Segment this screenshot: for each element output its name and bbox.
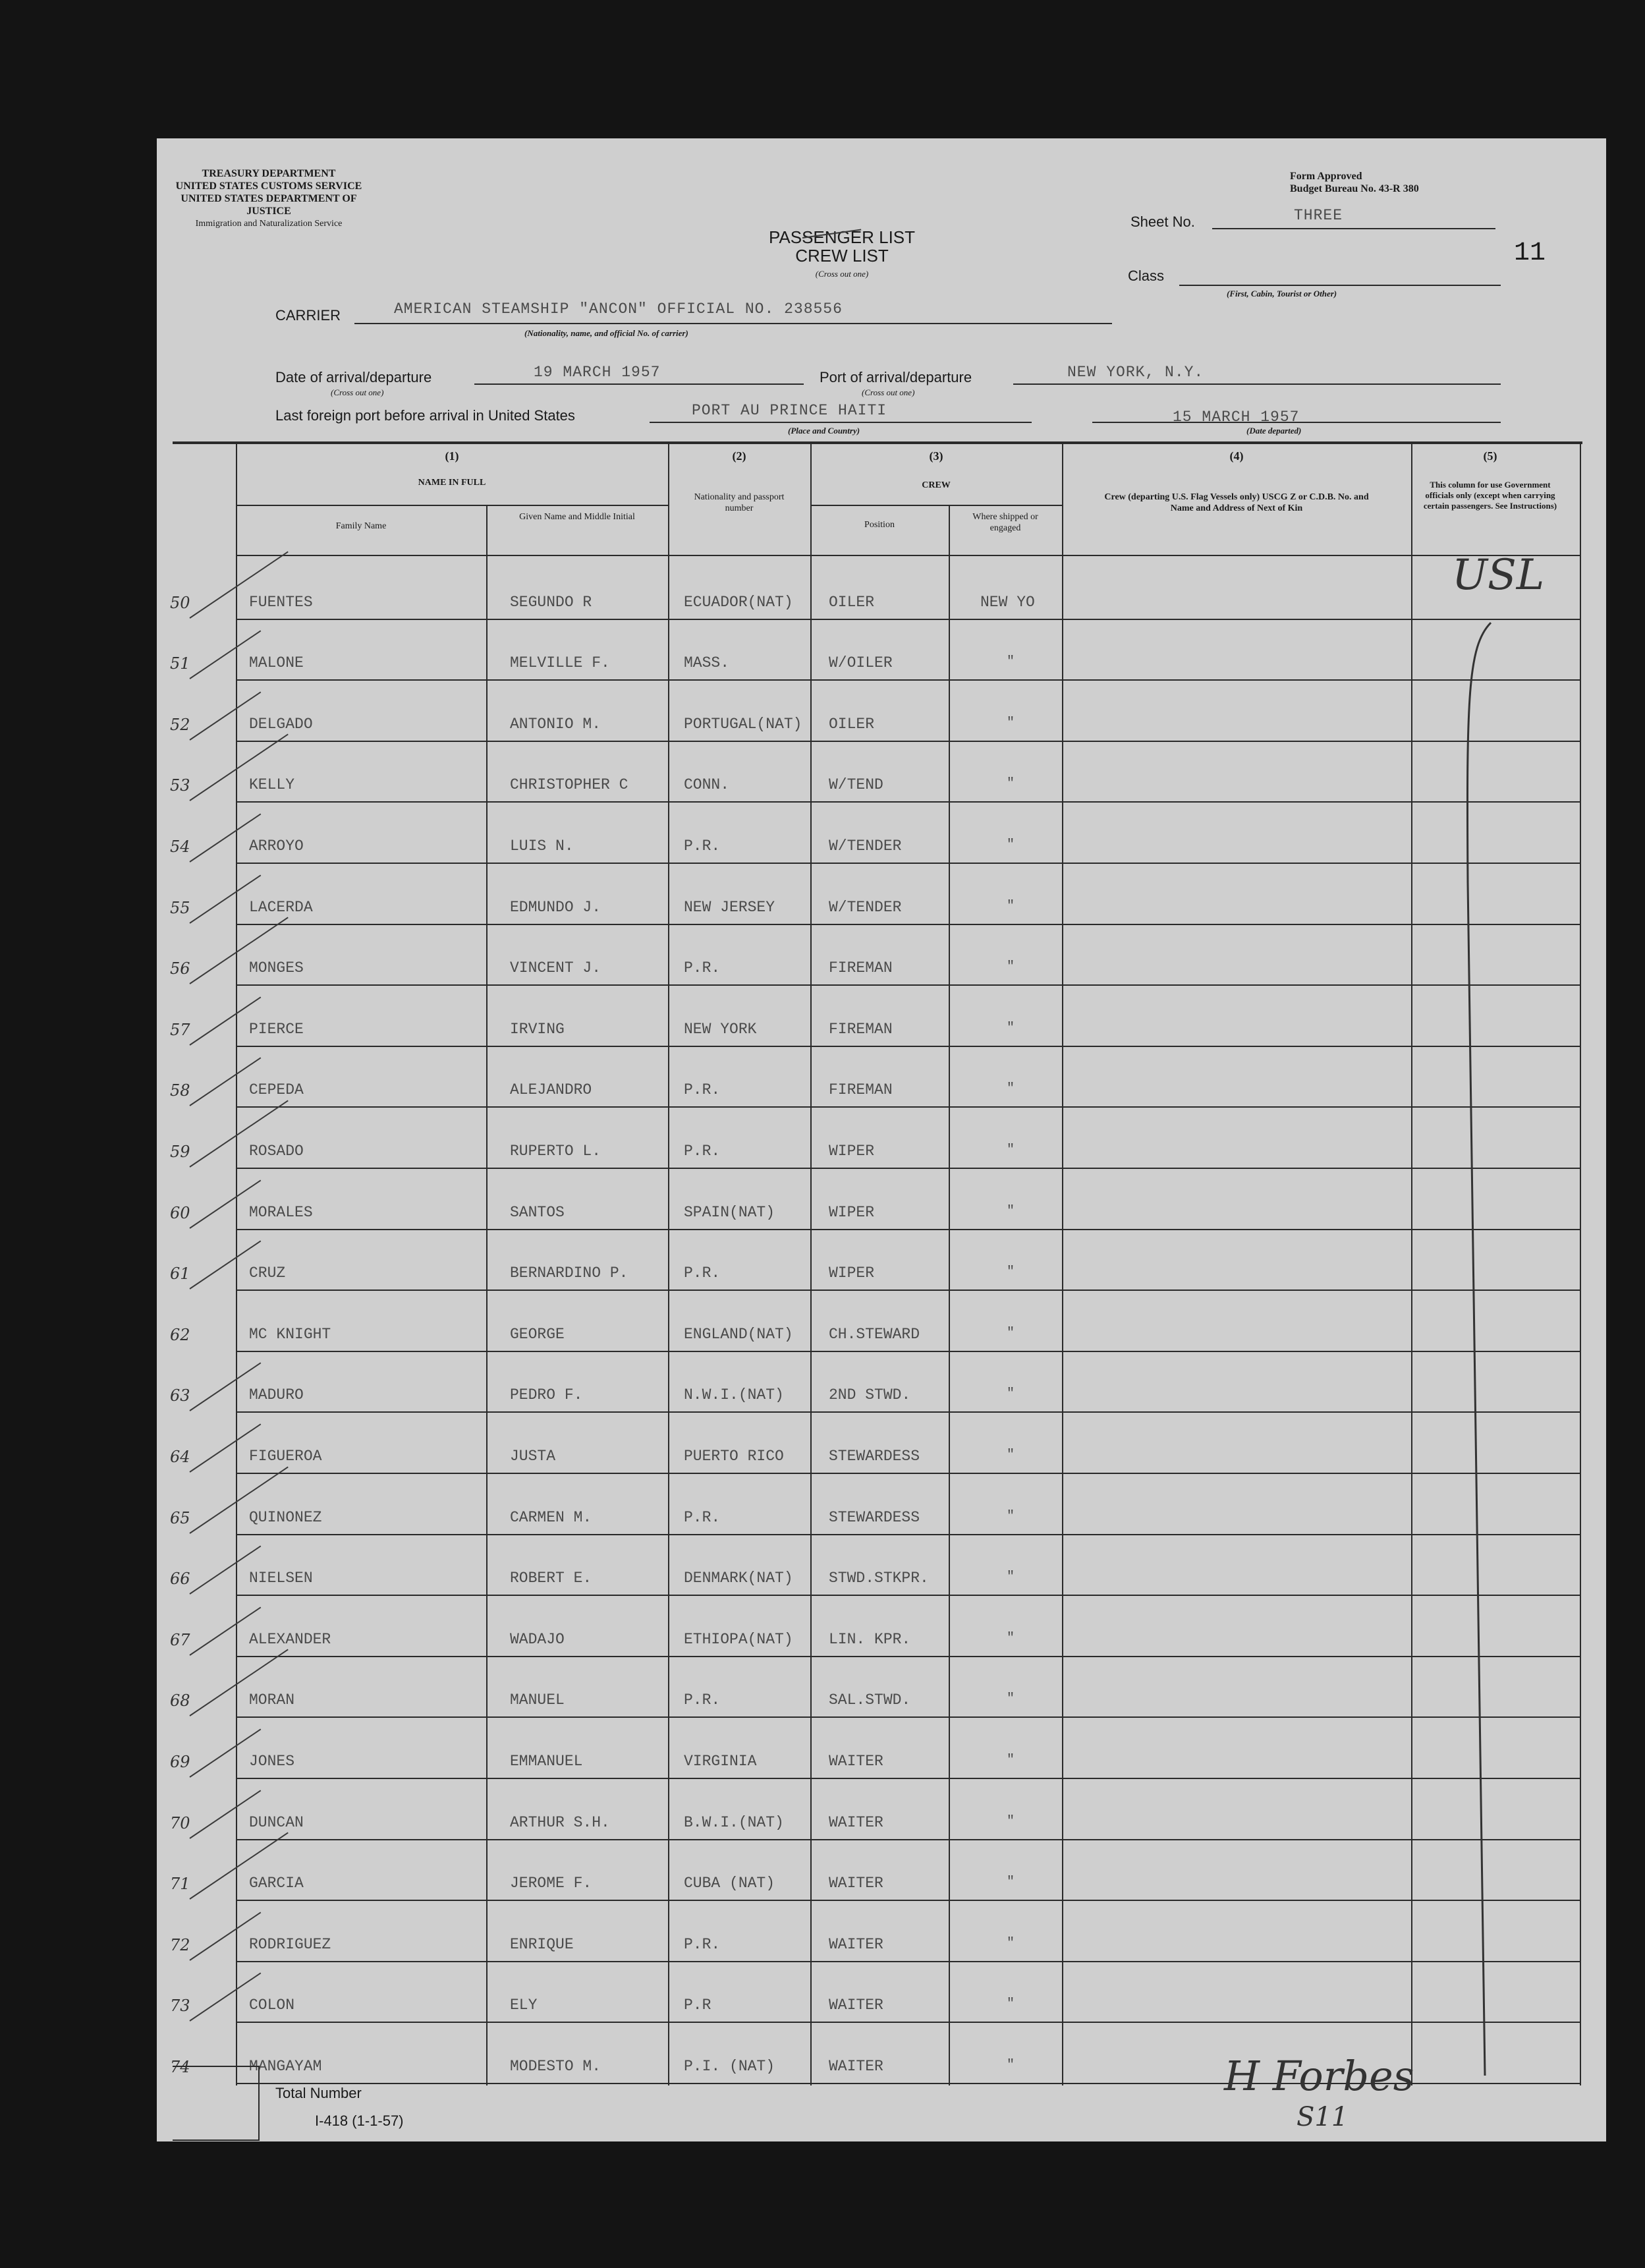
given-name: MANUEL xyxy=(510,1691,565,1709)
header-sub-rule xyxy=(810,505,1062,506)
row-rule xyxy=(236,984,1580,986)
row-number: 50 xyxy=(170,593,190,612)
col3-number: (3) xyxy=(929,449,943,463)
nationality: NEW JERSEY xyxy=(684,898,775,916)
family-name: MONGES xyxy=(249,959,304,977)
nationality: P.R xyxy=(684,1997,711,2014)
row-number: 71 xyxy=(170,1875,190,1894)
row-number: 64 xyxy=(170,1447,190,1466)
sheet-label: Sheet No. xyxy=(1130,213,1195,230)
given-name: WADAJO xyxy=(510,1630,565,1648)
row-number: 69 xyxy=(170,1752,190,1771)
port-value: NEW YORK, N.Y. xyxy=(1067,364,1204,381)
col1-number: (1) xyxy=(445,449,459,463)
row-rule xyxy=(236,863,1580,864)
col5-title: This column for use Government officials only (except when carrying certain passengers. See Instructions) xyxy=(1423,480,1557,511)
row-number: 58 xyxy=(170,1081,190,1100)
table-row xyxy=(157,987,1606,1048)
given-name: ARTHUR S.H. xyxy=(510,1813,610,1831)
cross-out-note: (Cross out one) xyxy=(815,269,869,279)
where-shipped: " xyxy=(1007,1875,1015,1890)
where-shipped: " xyxy=(1007,837,1015,853)
family-name: MC KNIGHT xyxy=(249,1325,331,1343)
nationality: SPAIN(NAT) xyxy=(684,1203,775,1221)
row-rule xyxy=(236,1839,1580,1840)
official-initials: USL xyxy=(1452,551,1545,600)
last-port-underline xyxy=(650,422,1032,423)
table-row xyxy=(157,1292,1606,1353)
where-shipped: " xyxy=(1007,1813,1015,1829)
col5-number: (5) xyxy=(1483,449,1497,463)
class-label: Class xyxy=(1128,268,1165,284)
list-title xyxy=(743,228,941,283)
given-name: JUSTA xyxy=(510,1447,556,1465)
col4-title: Crew (departing U.S. Flag Vessels only) USCG Z or C.D.B. No. and Name and Address of Next of Kin xyxy=(1104,492,1369,513)
where-shipped: " xyxy=(1007,1935,1015,1951)
port-cross-note: (Cross out one) xyxy=(862,387,915,397)
nationality: P.R. xyxy=(684,1264,721,1282)
where-shipped: " xyxy=(1007,959,1015,975)
page-number: 11 xyxy=(1514,239,1546,268)
position: LIN. KPR. xyxy=(829,1630,911,1648)
col2-title: Nationality and passport number xyxy=(694,492,785,513)
nationality: PUERTO RICO xyxy=(684,1447,784,1465)
nationality: ECUADOR(NAT) xyxy=(684,593,793,611)
position: WIPER xyxy=(829,1264,875,1282)
row-rule xyxy=(236,2022,1580,2023)
row-number: 70 xyxy=(170,1813,190,1832)
row-number: 74 xyxy=(170,2057,190,2076)
carrier-label: CARRIER xyxy=(275,307,341,324)
given-name: SANTOS xyxy=(510,1203,565,1221)
family-name: MADURO xyxy=(249,1386,304,1404)
where-shipped: " xyxy=(1007,1386,1015,1402)
table-row xyxy=(157,1232,1606,1293)
row-number: 65 xyxy=(170,1508,190,1527)
agency-line: TREASURY DEPARTMENT xyxy=(202,168,336,179)
where-shipped: " xyxy=(1007,1691,1015,1707)
nationality: P.R. xyxy=(684,959,721,977)
header-sub-rule xyxy=(236,505,668,506)
table-row xyxy=(157,1170,1606,1232)
nationality: P.R. xyxy=(684,1508,721,1526)
table-row xyxy=(157,1780,1606,1842)
where-shipped: " xyxy=(1007,1020,1015,1036)
given-name: ALEJANDRO xyxy=(510,1081,592,1099)
title-passenger: PASSENGER LIST xyxy=(768,227,916,247)
form-approved xyxy=(1290,170,1419,195)
table-row xyxy=(157,1048,1606,1110)
row-number: 68 xyxy=(170,1691,190,1711)
agency-header xyxy=(170,167,368,230)
row-rule xyxy=(236,1351,1580,1352)
family-name: ARROYO xyxy=(249,837,304,855)
family-name: KELLY xyxy=(249,776,295,794)
family-name: CEPEDA xyxy=(249,1081,304,1099)
date-departed-note: (Date departed) xyxy=(1246,426,1302,436)
row-number: 52 xyxy=(170,715,190,734)
given-name: ROBERT E. xyxy=(510,1570,592,1587)
row-number: 59 xyxy=(170,1142,190,1161)
sheet-underline xyxy=(1212,228,1495,229)
class-note: (First, Cabin, Tourist or Other) xyxy=(1227,289,1337,298)
position: WIPER xyxy=(829,1203,875,1221)
form-number: I-418 (1-1-57) xyxy=(315,2112,404,2129)
row-number: 73 xyxy=(170,1997,190,2016)
row-rule xyxy=(236,1411,1580,1413)
where-shipped: " xyxy=(1007,898,1015,914)
family-name: PIERCE xyxy=(249,1020,304,1038)
table-row xyxy=(157,1902,1606,1964)
position: W/TENDER xyxy=(829,898,902,916)
nationality: CUBA (NAT) xyxy=(684,1875,775,1892)
row-rule xyxy=(236,1473,1580,1474)
date-underline xyxy=(474,383,804,385)
table-row xyxy=(157,1109,1606,1170)
given-name: ANTONIO M. xyxy=(510,715,601,733)
position: WAITER xyxy=(829,1813,883,1831)
where-shipped: " xyxy=(1007,776,1015,792)
family-name: FIGUEROA xyxy=(249,1447,322,1465)
given-name: MODESTO M. xyxy=(510,2057,601,2075)
position: 2ND STWD. xyxy=(829,1386,911,1404)
position: W/TENDER xyxy=(829,837,902,855)
where-shipped: " xyxy=(1007,654,1015,670)
position: WIPER xyxy=(829,1142,875,1160)
row-rule xyxy=(236,1229,1580,1230)
nationality: B.W.I.(NAT) xyxy=(684,1813,784,1831)
nationality: CONN. xyxy=(684,776,730,794)
given-name-header: Given Name and Middle Initial xyxy=(519,512,635,522)
family-name: QUINONEZ xyxy=(249,1508,322,1526)
document-sheet xyxy=(157,138,1606,2141)
where-shipped: " xyxy=(1007,715,1015,731)
nationality: P.I. (NAT) xyxy=(684,2057,775,2075)
position: FIREMAN xyxy=(829,1081,893,1099)
row-rule xyxy=(236,1168,1580,1169)
row-rule xyxy=(236,1595,1580,1596)
row-number: 54 xyxy=(170,837,190,856)
nationality: P.R. xyxy=(684,837,721,855)
family-name: MORALES xyxy=(249,1203,313,1221)
table-row xyxy=(157,560,1606,621)
table-row xyxy=(157,804,1606,865)
nationality: VIRGINIA xyxy=(684,1752,757,1770)
nationality: ENGLAND(NAT) xyxy=(684,1325,793,1343)
date-value: 19 MARCH 1957 xyxy=(534,364,661,381)
date-cross-note: (Cross out one) xyxy=(331,387,384,397)
nationality: P.R. xyxy=(684,1081,721,1099)
given-name: ENRIQUE xyxy=(510,1935,574,1953)
row-rule xyxy=(236,801,1580,803)
row-number: 51 xyxy=(170,654,190,673)
position: WAITER xyxy=(829,1997,883,2014)
family-name: CRUZ xyxy=(249,1264,286,1282)
carrier-value: AMERICAN STEAMSHIP "ANCON" OFFICIAL NO. 238556 xyxy=(394,300,843,318)
position: STEWARDESS xyxy=(829,1508,920,1526)
nationality: P.R. xyxy=(684,1691,721,1709)
carrier-note: (Nationality, name, and official No. of carrier) xyxy=(524,328,688,338)
row-rule xyxy=(236,1534,1580,1535)
row-rule xyxy=(236,1106,1580,1108)
where-shipped: " xyxy=(1007,1508,1015,1524)
family-name: MALONE xyxy=(249,654,304,672)
col3-title: CREW xyxy=(922,480,951,490)
row-rule xyxy=(236,1900,1580,1901)
col4-number: (4) xyxy=(1229,449,1244,463)
given-name: EDMUNDO J. xyxy=(510,898,601,916)
position: WAITER xyxy=(829,1875,883,1892)
given-name: GEORGE xyxy=(510,1325,565,1343)
position: STEWARDESS xyxy=(829,1447,920,1465)
row-number: 53 xyxy=(170,776,190,795)
given-name: EMMANUEL xyxy=(510,1752,583,1770)
total-label: Total Number xyxy=(275,2085,362,2101)
given-name: RUPERTO L. xyxy=(510,1142,601,1160)
family-name: MANGAYAM xyxy=(249,2057,322,2075)
agency-line: UNITED STATES DEPARTMENT OF JUSTICE xyxy=(181,193,357,217)
place-note: (Place and Country) xyxy=(788,426,860,436)
table-row xyxy=(157,1537,1606,1598)
row-rule xyxy=(236,1656,1580,1657)
table-row xyxy=(157,865,1606,926)
row-rule xyxy=(236,1290,1580,1291)
date-label: Date of arrival/departure xyxy=(275,369,432,385)
row-rule xyxy=(236,679,1580,681)
position: CH.STEWARD xyxy=(829,1325,920,1343)
nationality: NEW YORK xyxy=(684,1020,757,1038)
family-name: DUNCAN xyxy=(249,1813,304,1831)
given-name: VINCENT J. xyxy=(510,959,601,977)
row-rule xyxy=(236,1778,1580,1779)
row-rule xyxy=(236,924,1580,925)
table-row xyxy=(157,1475,1606,1537)
table-row xyxy=(157,926,1606,988)
position: FIREMAN xyxy=(829,959,893,977)
carrier-underline xyxy=(354,323,1112,324)
table-row xyxy=(157,1719,1606,1780)
row-number: 63 xyxy=(170,1386,190,1405)
position: SAL.STWD. xyxy=(829,1691,911,1709)
table-row xyxy=(157,682,1606,743)
where-shipped: " xyxy=(1007,1142,1015,1158)
row-number: 57 xyxy=(170,1020,190,1039)
table-row xyxy=(157,1658,1606,1720)
last-port-value: PORT AU PRINCE HAITI xyxy=(692,402,887,419)
family-name: RODRIGUEZ xyxy=(249,1935,331,1953)
nationality: P.R. xyxy=(684,1935,721,1953)
last-port-label: Last foreign port before arrival in United States xyxy=(275,407,575,424)
header-bottom-rule xyxy=(236,555,1580,556)
table-row xyxy=(157,1597,1606,1658)
family-name: JONES xyxy=(249,1752,295,1770)
form-approved-text: Form Approved xyxy=(1290,171,1362,182)
where-shipped: " xyxy=(1007,1325,1015,1341)
port-underline xyxy=(1013,383,1501,385)
table-row xyxy=(157,621,1606,683)
budget-number: Budget Bureau No. 43-R 380 xyxy=(1290,183,1419,194)
given-name: SEGUNDO R xyxy=(510,593,592,611)
class-underline xyxy=(1179,285,1501,286)
row-number: 67 xyxy=(170,1630,190,1649)
position: FIREMAN xyxy=(829,1020,893,1038)
table-row xyxy=(157,1414,1606,1475)
given-name: ELY xyxy=(510,1997,538,2014)
total-box xyxy=(173,2066,260,2141)
position: W/TEND xyxy=(829,776,883,794)
where-shipped: " xyxy=(1007,1081,1015,1097)
given-name: LUIS N. xyxy=(510,837,574,855)
row-number: 60 xyxy=(170,1203,190,1222)
given-name: IRVING xyxy=(510,1020,565,1038)
nationality: P.R. xyxy=(684,1142,721,1160)
row-rule xyxy=(236,1046,1580,1047)
row-rule xyxy=(236,741,1580,742)
position: W/OILER xyxy=(829,654,893,672)
row-number: 66 xyxy=(170,1570,190,1589)
family-name: MORAN xyxy=(249,1691,295,1709)
column-bracket-mark xyxy=(1461,619,1514,2082)
nationality: DENMARK(NAT) xyxy=(684,1570,793,1587)
table-row xyxy=(157,1353,1606,1415)
family-name: COLON xyxy=(249,1997,295,2014)
family-name: DELGADO xyxy=(249,715,313,733)
row-number: 55 xyxy=(170,898,190,917)
table-row xyxy=(157,1964,1606,2025)
shipped-header: Where shipped or engaged xyxy=(972,512,1038,533)
signature: H Forbes xyxy=(1224,2052,1414,2100)
where-shipped: " xyxy=(1007,1447,1015,1463)
where-shipped: " xyxy=(1007,1752,1015,1768)
family-name: ALEXANDER xyxy=(249,1630,331,1648)
row-number: 72 xyxy=(170,1935,190,1954)
position: OILER xyxy=(829,715,875,733)
position: OILER xyxy=(829,593,875,611)
agency-line: Immigration and Naturalization Service xyxy=(195,219,343,229)
family-name: FUENTES xyxy=(249,593,313,611)
nationality: ETHIOPA(NAT) xyxy=(684,1630,793,1648)
table-row xyxy=(157,743,1606,805)
nationality: N.W.I.(NAT) xyxy=(684,1386,784,1404)
sheet-value: THREE xyxy=(1294,207,1343,224)
table-top-rule xyxy=(173,441,1582,444)
title-crew: CREW LIST xyxy=(795,246,889,266)
where-shipped: " xyxy=(1007,1264,1015,1280)
position: WAITER xyxy=(829,2057,883,2075)
col2-number: (2) xyxy=(732,449,746,463)
col1-title: NAME IN FULL xyxy=(418,478,486,488)
family-name: ROSADO xyxy=(249,1142,304,1160)
row-rule xyxy=(236,1961,1580,1962)
port-label: Port of arrival/departure xyxy=(820,369,972,385)
nationality: MASS. xyxy=(684,654,730,672)
position: STWD.STKPR. xyxy=(829,1570,929,1587)
where-shipped: " xyxy=(1007,1570,1015,1585)
where-shipped: " xyxy=(1007,1630,1015,1646)
where-shipped: " xyxy=(1007,1997,1015,2012)
signature-code: S11 xyxy=(1296,2102,1349,2132)
position: WAITER xyxy=(829,1935,883,1953)
date-departed-value: 15 MARCH 1957 xyxy=(1173,409,1300,426)
given-name: PEDRO F. xyxy=(510,1386,583,1404)
agency-line: UNITED STATES CUSTOMS SERVICE xyxy=(175,181,362,192)
given-name: CHRISTOPHER C xyxy=(510,776,628,794)
position-header: Position xyxy=(864,520,895,530)
row-number: 61 xyxy=(170,1264,190,1284)
given-name: BERNARDINO P. xyxy=(510,1264,628,1282)
row-rule xyxy=(236,1716,1580,1718)
row-rule xyxy=(236,619,1580,620)
given-name: JEROME F. xyxy=(510,1875,592,1892)
row-number: 62 xyxy=(170,1325,190,1344)
family-name: LACERDA xyxy=(249,898,313,916)
given-name: MELVILLE F. xyxy=(510,654,610,672)
family-name-header: Family Name xyxy=(335,521,387,531)
family-name: NIELSEN xyxy=(249,1570,313,1587)
given-name: CARMEN M. xyxy=(510,1508,592,1526)
where-shipped: NEW YO xyxy=(980,593,1035,611)
nationality: PORTUGAL(NAT) xyxy=(684,715,802,733)
where-shipped: " xyxy=(1007,1203,1015,1219)
family-name: GARCIA xyxy=(249,1875,304,1892)
where-shipped: " xyxy=(1007,2057,1015,2073)
row-number: 56 xyxy=(170,959,190,978)
table-row xyxy=(157,1842,1606,1903)
position: WAITER xyxy=(829,1752,883,1770)
